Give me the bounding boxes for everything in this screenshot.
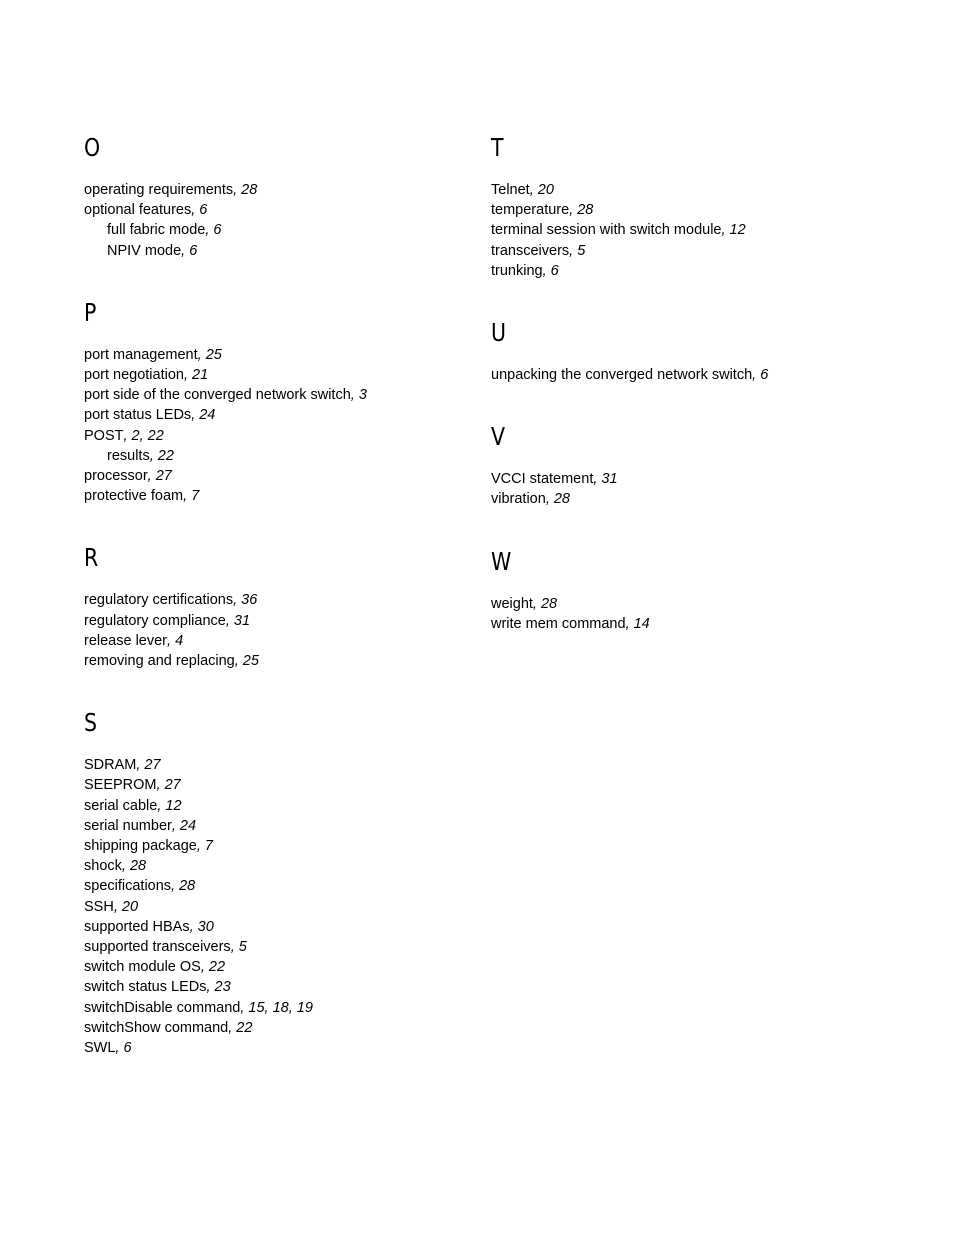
index-entry	[84, 897, 474, 917]
index-term: temperature	[491, 202, 570, 219]
index-term: processor	[84, 468, 148, 485]
index-entry	[84, 486, 474, 506]
index-entry	[84, 856, 474, 876]
index-subentry	[84, 446, 474, 466]
index-page-refs[interactable]: , 28	[545, 491, 570, 508]
index-entry	[491, 261, 911, 281]
index-term: results	[107, 447, 150, 464]
index-term: specifications	[84, 878, 172, 895]
index-page-refs[interactable]: , 7	[183, 488, 200, 505]
index-term: port negotiation	[84, 367, 184, 384]
index-page-refs[interactable]: , 20	[529, 182, 554, 198]
index-page-refs[interactable]: , 36	[233, 592, 258, 609]
index-entry	[84, 365, 474, 385]
index-entry	[84, 816, 474, 836]
index-page-refs[interactable]: , 28	[532, 595, 558, 612]
section-letter-heading: R	[84, 543, 99, 573]
index-term: NPIV mode	[107, 242, 182, 259]
index-term: vibration	[491, 491, 546, 508]
index-page-refs[interactable]: , 5	[569, 242, 586, 259]
index-entry	[84, 385, 474, 405]
index-term: switch status LEDs	[84, 979, 207, 996]
index-entry	[84, 977, 474, 997]
index-term: operating requirements	[84, 182, 234, 198]
index-section-v	[491, 421, 911, 509]
index-page-refs[interactable]: , 2, 22	[123, 427, 164, 444]
index-term: regulatory compliance	[84, 612, 226, 629]
index-term: regulatory certifications	[84, 592, 234, 609]
section-letter-heading: W	[491, 546, 512, 576]
index-term: supported HBAs	[84, 918, 190, 935]
index-page-refs[interactable]: , 30	[189, 918, 214, 935]
index-page-refs[interactable]: , 28	[569, 202, 594, 219]
index-page-refs[interactable]: , 6	[205, 222, 222, 239]
index-page-refs[interactable]: , 25	[234, 653, 259, 670]
index-page-refs[interactable]: , 27	[136, 757, 161, 774]
section-letter-heading: V	[491, 422, 506, 452]
index-term: Telnet	[491, 182, 530, 198]
index-page-refs[interactable]: , 14	[625, 615, 650, 632]
index-entry	[84, 200, 474, 220]
index-page-refs[interactable]: , 31	[593, 471, 618, 488]
index-entry-list	[84, 755, 474, 1058]
index-entry-list	[84, 590, 474, 671]
index-page-refs[interactable]: , 28	[121, 858, 147, 875]
index-term: SSH	[84, 898, 114, 915]
index-term: switchShow command	[84, 1019, 229, 1036]
index-section-w	[491, 546, 911, 634]
index-term: release lever	[84, 632, 168, 649]
section-letter-heading: P	[84, 297, 97, 327]
index-term: protective foam	[84, 488, 184, 505]
index-page-refs[interactable]: , 24	[171, 817, 197, 834]
index-section-r	[84, 542, 474, 671]
section-letter-heading: U	[491, 318, 507, 348]
index-entry	[84, 426, 474, 446]
index-entry	[84, 345, 474, 365]
index-entry	[491, 489, 911, 509]
index-term: transceivers	[491, 242, 570, 259]
index-entry-list	[491, 594, 911, 634]
index-section-p	[84, 297, 474, 507]
index-term: port status LEDs	[84, 407, 192, 424]
index-entry-list	[491, 469, 911, 509]
index-page-refs[interactable]: , 22	[149, 447, 174, 464]
index-section-t	[491, 132, 911, 281]
index-entry	[491, 365, 911, 385]
index-term: removing and replacing	[84, 653, 235, 670]
index-term: serial number	[84, 817, 172, 834]
index-entry	[491, 614, 911, 634]
section-letter-heading: O	[84, 133, 101, 162]
index-entry	[84, 1038, 474, 1058]
index-entry	[84, 876, 474, 896]
index-entry	[84, 755, 474, 775]
index-page-refs[interactable]: , 23	[206, 979, 231, 996]
index-term: write mem command	[491, 615, 626, 632]
index-entry	[84, 466, 474, 486]
index-term: trunking	[491, 262, 543, 279]
index-page-refs[interactable]: , 27	[147, 468, 172, 485]
index-term: optional features	[84, 202, 192, 219]
index-entry	[84, 917, 474, 937]
index-entry	[84, 611, 474, 631]
index-term: shock	[84, 858, 122, 875]
section-letter-heading: S	[84, 708, 98, 738]
index-page-refs[interactable]: , 20	[113, 898, 139, 915]
index-right-column	[491, 132, 911, 634]
index-page-refs[interactable]: , 6	[542, 262, 559, 279]
index-page-refs[interactable]: , 12	[157, 797, 182, 814]
index-entry	[84, 937, 474, 957]
index-page-refs[interactable]: , 7	[196, 838, 213, 855]
index-entry	[84, 775, 474, 795]
index-term: switch module OS	[84, 959, 201, 976]
index-page-refs[interactable]: , 25	[197, 346, 222, 363]
index-entry	[491, 220, 911, 240]
index-section-o	[84, 132, 474, 261]
index-term: port management	[84, 346, 198, 363]
index-entry-list	[491, 180, 911, 281]
index-entry	[84, 590, 474, 610]
index-term: serial cable	[84, 797, 158, 814]
index-subentry	[84, 220, 474, 240]
index-page-refs[interactable]: , 22	[200, 959, 226, 976]
index-page-refs[interactable]: , 22	[228, 1019, 253, 1036]
index-entry	[491, 469, 911, 489]
index-term: port side of the converged network switch	[84, 387, 351, 404]
index-term: VCCI statement	[491, 471, 594, 488]
index-term: unpacking the converged network switch	[491, 367, 753, 384]
index-entry	[84, 405, 474, 425]
index-page-refs[interactable]: , 6	[191, 202, 208, 219]
index-page-refs[interactable]: , 28	[171, 878, 196, 895]
index-page-refs[interactable]: , 6	[181, 242, 198, 259]
index-entry	[491, 241, 911, 261]
index-entry-list	[491, 365, 911, 385]
index-entry	[84, 836, 474, 856]
index-page-refs[interactable]: , 6	[752, 367, 769, 384]
index-entry	[491, 180, 911, 200]
index-term: full fabric mode	[107, 222, 206, 239]
index-page-refs[interactable]: , 5	[230, 939, 247, 956]
index-left-column	[84, 132, 474, 1058]
index-entry	[84, 180, 474, 200]
index-entry	[84, 651, 474, 671]
index-section-u	[491, 317, 911, 385]
index-term: SWL	[84, 1040, 116, 1057]
index-term: switchDisable command	[84, 999, 241, 1016]
index-term: supported transceivers	[84, 939, 231, 956]
index-entry	[84, 796, 474, 816]
index-term: POST	[84, 427, 124, 444]
index-page-refs[interactable]: , 4	[167, 632, 184, 649]
index-term: weight	[491, 595, 533, 612]
index-entry	[84, 998, 474, 1018]
index-entry-list	[84, 345, 474, 507]
index-term: SEEPROM	[84, 777, 157, 794]
index-entry	[491, 594, 911, 614]
index-entry	[84, 631, 474, 651]
index-page-refs[interactable]: , 15, 18, 19	[240, 999, 313, 1016]
index-entry	[84, 1018, 474, 1038]
index-page-refs[interactable]: , 27	[156, 777, 181, 794]
index-entry	[491, 200, 911, 220]
index-page-refs[interactable]: , 21	[183, 367, 209, 384]
index-page-refs[interactable]: , 6	[115, 1040, 132, 1057]
section-letter-heading: T	[491, 133, 504, 162]
index-entry	[84, 957, 474, 977]
index-page-refs[interactable]: , 3	[350, 387, 367, 404]
index-page-refs[interactable]: , 28	[233, 182, 258, 198]
index-term: SDRAM	[84, 757, 137, 774]
index-entry-list	[84, 180, 474, 261]
index-page-refs[interactable]: , 12	[721, 222, 746, 239]
index-term: terminal session with switch module	[491, 222, 722, 239]
index-page-refs[interactable]: , 31	[225, 612, 251, 629]
index-subentry	[84, 241, 474, 261]
index-term: shipping package	[84, 838, 197, 855]
index-section-s	[84, 707, 474, 1058]
index-page-refs[interactable]: , 24	[191, 407, 216, 424]
